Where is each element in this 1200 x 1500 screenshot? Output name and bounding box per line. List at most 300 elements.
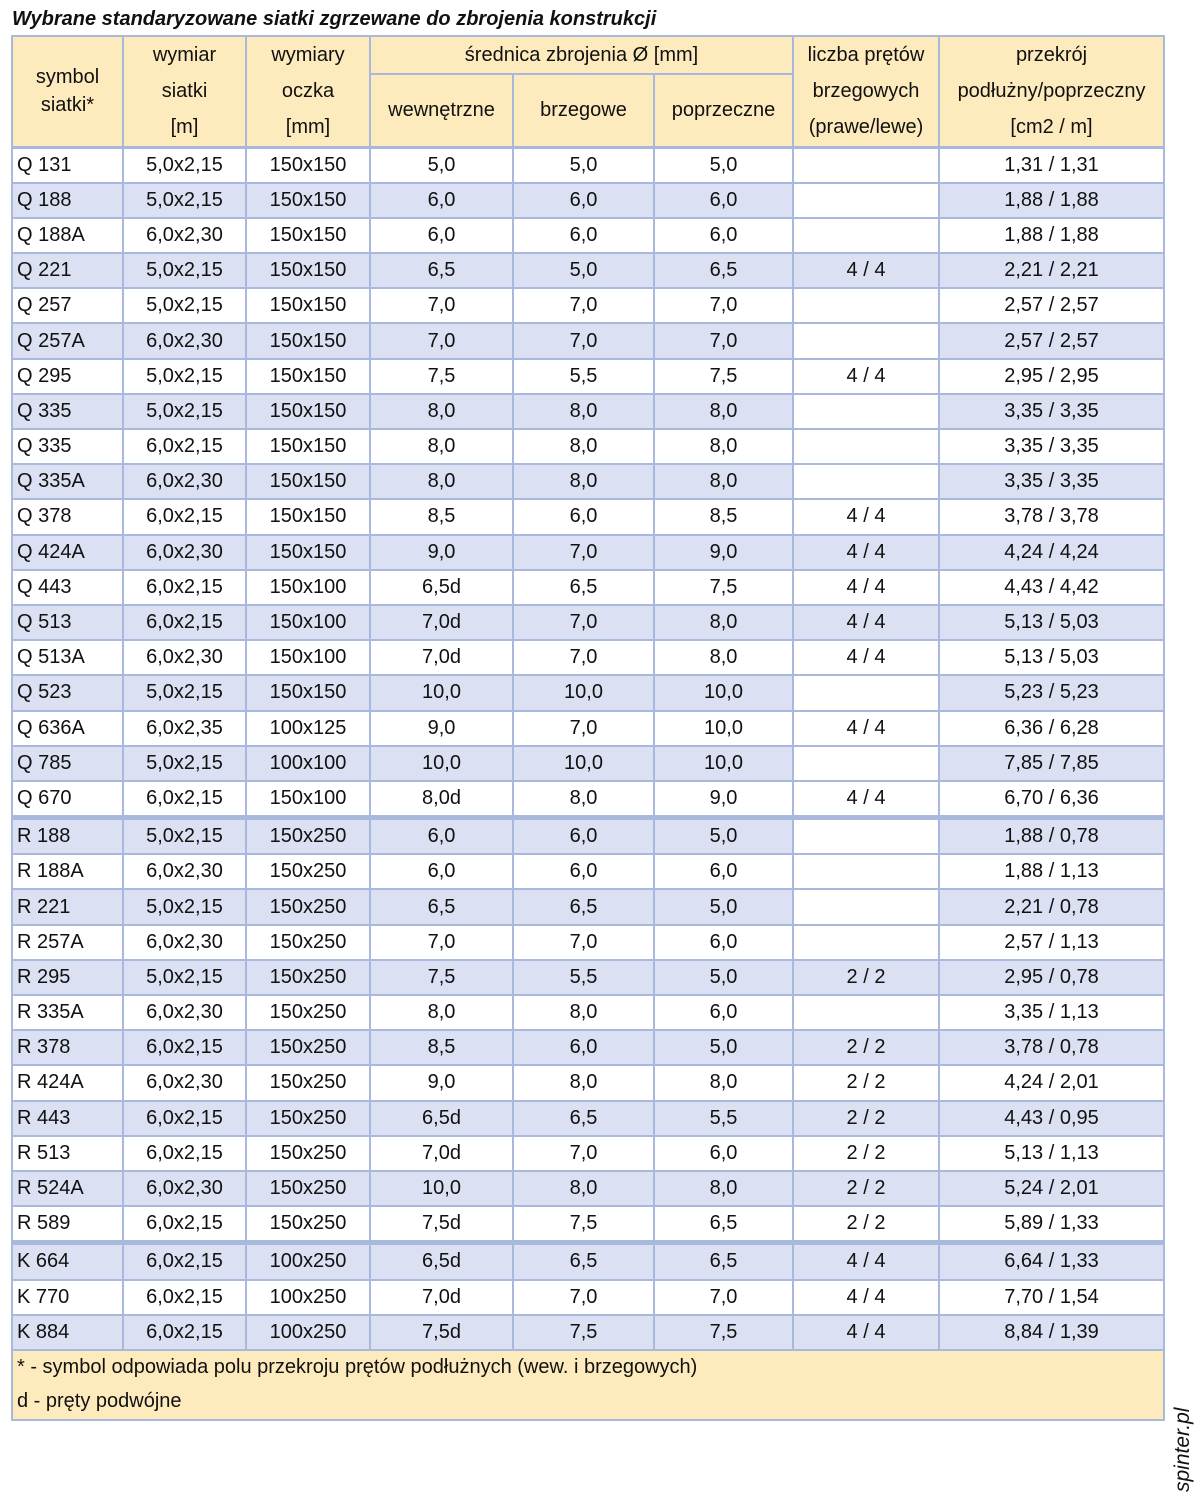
cell-cell: 150x100: [246, 605, 370, 640]
header-diameter-group: średnica zbrojenia Ø [mm]: [370, 36, 793, 74]
cell-cross: 8,5: [654, 499, 793, 534]
cell-symbol: R 524A: [12, 1171, 123, 1206]
cell-section: 6,70 / 6,36: [939, 781, 1164, 818]
cell-cross: 6,0: [654, 995, 793, 1030]
cell-inner: 6,5d: [370, 1101, 513, 1136]
cell-section: 2,95 / 2,95: [939, 359, 1164, 394]
cell-mesh: 6,0x2,15: [123, 570, 246, 605]
cell-mesh: 6,0x2,30: [123, 995, 246, 1030]
cell-mesh: 6,0x2,30: [123, 464, 246, 499]
header-cell-dim-line3: [mm]: [285, 116, 331, 139]
table-row: [12, 147, 1164, 183]
cell-bars: [793, 925, 939, 960]
cell-edge: 6,5: [513, 570, 654, 605]
cell-section: 5,24 / 2,01: [939, 1171, 1164, 1206]
header-mesh-dim-line2: siatki: [161, 80, 208, 103]
header-section-line2: podłużny/poprzeczny: [957, 80, 1146, 103]
table-row: [12, 1171, 1164, 1206]
header-symbol: [12, 36, 123, 147]
cell-section: 1,88 / 1,88: [939, 218, 1164, 253]
cell-symbol: K 770: [12, 1280, 123, 1315]
cell-bars: [793, 818, 939, 855]
cell-mesh: 5,0x2,15: [123, 394, 246, 429]
cell-cell: 150x100: [246, 640, 370, 675]
cell-mesh: 6,0x2,30: [123, 218, 246, 253]
cell-cell: 150x250: [246, 1136, 370, 1171]
cell-mesh: 6,0x2,15: [123, 605, 246, 640]
cell-bars: [793, 995, 939, 1030]
table-row: [12, 499, 1164, 534]
cell-section: 1,88 / 1,13: [939, 854, 1164, 889]
cell-bars: 2 / 2: [793, 1171, 939, 1206]
cell-cell: 150x100: [246, 781, 370, 818]
cell-cross: 7,5: [654, 359, 793, 394]
cell-section: 2,57 / 1,13: [939, 925, 1164, 960]
table-row: [12, 394, 1164, 429]
cell-bars: 2 / 2: [793, 1065, 939, 1100]
cell-mesh: 6,0x2,15: [123, 1206, 246, 1243]
table-row: [12, 1136, 1164, 1171]
table-row: [12, 218, 1164, 253]
table-row: [12, 854, 1164, 889]
cell-inner: 6,0: [370, 818, 513, 855]
page-title: Wybrane standaryzowane siatki zgrzewane do zbrojenia konstrukcji: [12, 8, 657, 30]
cell-cell: 150x250: [246, 1030, 370, 1065]
cell-section: 2,21 / 2,21: [939, 253, 1164, 288]
cell-mesh: 5,0x2,15: [123, 746, 246, 781]
cell-inner: 6,5: [370, 889, 513, 924]
cell-symbol: R 589: [12, 1206, 123, 1243]
cell-mesh: 6,0x2,15: [123, 429, 246, 464]
cell-cross: 6,0: [654, 925, 793, 960]
cell-mesh: 6,0x2,15: [123, 499, 246, 534]
cell-cell: 150x250: [246, 960, 370, 995]
cell-edge: 5,0: [513, 253, 654, 288]
cell-section: 2,57 / 2,57: [939, 288, 1164, 323]
table-row: [12, 711, 1164, 746]
cell-inner: 5,0: [370, 147, 513, 183]
cell-inner: 8,0d: [370, 781, 513, 818]
cell-cross: 8,0: [654, 605, 793, 640]
cell-cell: 150x250: [246, 1065, 370, 1100]
table-row: [12, 1280, 1164, 1315]
cell-edge: 6,5: [513, 1101, 654, 1136]
header-mesh-dim-line3: [m]: [170, 116, 199, 139]
cell-inner: 7,0: [370, 925, 513, 960]
cell-symbol: Q 188: [12, 183, 123, 218]
table-row: [12, 746, 1164, 781]
cell-edge: 6,5: [513, 1243, 654, 1280]
cell-mesh: 6,0x2,15: [123, 1280, 246, 1315]
cell-edge: 6,0: [513, 183, 654, 218]
cell-inner: 6,5: [370, 253, 513, 288]
source-credit: spinter.pl: [1171, 1407, 1194, 1492]
cell-symbol: Q 257A: [12, 323, 123, 358]
cell-section: 8,84 / 1,39: [939, 1315, 1164, 1350]
cell-mesh: 5,0x2,15: [123, 147, 246, 183]
cell-mesh: 6,0x2,15: [123, 1030, 246, 1065]
cell-cross: 8,0: [654, 464, 793, 499]
cell-cross: 7,5: [654, 1315, 793, 1350]
cell-symbol: R 257A: [12, 925, 123, 960]
cell-bars: [793, 147, 939, 183]
table-row: [12, 288, 1164, 323]
cell-inner: 6,0: [370, 218, 513, 253]
cell-inner: 8,0: [370, 394, 513, 429]
cell-cell: 150x150: [246, 394, 370, 429]
cell-symbol: Q 785: [12, 746, 123, 781]
cell-inner: 9,0: [370, 1065, 513, 1100]
cell-edge: 6,0: [513, 854, 654, 889]
cell-symbol: R 335A: [12, 995, 123, 1030]
cell-inner: 10,0: [370, 675, 513, 710]
cell-cell: 150x150: [246, 429, 370, 464]
cell-cell: 100x250: [246, 1243, 370, 1280]
cell-section: 1,88 / 1,88: [939, 183, 1164, 218]
header-edge: brzegowe: [513, 74, 654, 147]
cell-mesh: 6,0x2,30: [123, 323, 246, 358]
cell-cell: 150x250: [246, 818, 370, 855]
cell-inner: 8,0: [370, 995, 513, 1030]
cell-mesh: 6,0x2,30: [123, 1065, 246, 1100]
table-row: [12, 183, 1164, 218]
cell-inner: 6,5d: [370, 1243, 513, 1280]
header-symbol-line2: siatki*: [40, 94, 95, 117]
cell-section: 5,13 / 5,03: [939, 605, 1164, 640]
cell-cell: 150x150: [246, 183, 370, 218]
cell-edge: 8,0: [513, 781, 654, 818]
cell-edge: 7,0: [513, 1136, 654, 1171]
cell-edge: 8,0: [513, 1171, 654, 1206]
cell-inner: 7,5: [370, 359, 513, 394]
table-row: [12, 429, 1164, 464]
cell-edge: 6,5: [513, 889, 654, 924]
cell-bars: [793, 429, 939, 464]
cell-mesh: 5,0x2,15: [123, 675, 246, 710]
cell-edge: 7,0: [513, 711, 654, 746]
cell-inner: 6,0: [370, 183, 513, 218]
table-row: [12, 1030, 1164, 1065]
header-section-line3: [cm2 / m]: [1010, 116, 1093, 139]
cell-section: 2,95 / 0,78: [939, 960, 1164, 995]
cell-cross: 7,0: [654, 1280, 793, 1315]
cell-edge: 6,0: [513, 1030, 654, 1065]
cell-symbol: R 221: [12, 889, 123, 924]
cell-edge: 7,0: [513, 323, 654, 358]
cell-cell: 100x250: [246, 1280, 370, 1315]
header-edge-bars-line3: (prawe/lewe): [808, 116, 924, 139]
cell-section: 3,78 / 0,78: [939, 1030, 1164, 1065]
footnote-symbol: * - symbol odpowiada polu przekroju prętów podłużnych (wew. i brzegowych): [12, 1350, 1164, 1385]
header-symbol-line1: symbol: [35, 66, 100, 89]
cell-symbol: Q 295: [12, 359, 123, 394]
cell-symbol: Q 335A: [12, 464, 123, 499]
cell-symbol: R 513: [12, 1136, 123, 1171]
cell-section: 5,89 / 1,33: [939, 1206, 1164, 1243]
cell-inner: 6,0: [370, 854, 513, 889]
cell-inner: 7,0d: [370, 640, 513, 675]
cell-edge: 8,0: [513, 429, 654, 464]
cell-bars: 2 / 2: [793, 960, 939, 995]
cell-bars: 2 / 2: [793, 1136, 939, 1171]
cell-mesh: 5,0x2,15: [123, 818, 246, 855]
cell-edge: 7,5: [513, 1315, 654, 1350]
cell-bars: [793, 675, 939, 710]
cell-edge: 5,5: [513, 960, 654, 995]
cell-edge: 5,5: [513, 359, 654, 394]
cell-cross: 6,0: [654, 854, 793, 889]
cell-cell: 150x250: [246, 889, 370, 924]
cell-symbol: Q 378: [12, 499, 123, 534]
cell-section: 1,88 / 0,78: [939, 818, 1164, 855]
cell-cell: 150x150: [246, 499, 370, 534]
cell-mesh: 5,0x2,15: [123, 960, 246, 995]
cell-cell: 150x250: [246, 854, 370, 889]
cell-inner: 8,5: [370, 499, 513, 534]
cell-edge: 10,0: [513, 746, 654, 781]
cell-symbol: Q 335: [12, 429, 123, 464]
cell-mesh: 5,0x2,15: [123, 253, 246, 288]
cell-bars: 4 / 4: [793, 781, 939, 818]
cell-edge: 6,0: [513, 818, 654, 855]
cell-cross: 8,0: [654, 394, 793, 429]
cell-inner: 7,0d: [370, 605, 513, 640]
table-row: [12, 464, 1164, 499]
cell-bars: [793, 889, 939, 924]
header-section: [939, 36, 1164, 147]
cell-symbol: Q 257: [12, 288, 123, 323]
cell-edge: 6,0: [513, 499, 654, 534]
cell-section: 6,36 / 6,28: [939, 711, 1164, 746]
cell-inner: 7,0d: [370, 1280, 513, 1315]
table-row: [12, 1243, 1164, 1280]
cell-section: 7,70 / 1,54: [939, 1280, 1164, 1315]
table-body: [12, 147, 1164, 1350]
cell-bars: 2 / 2: [793, 1206, 939, 1243]
cell-cell: 150x150: [246, 218, 370, 253]
cell-cross: 7,5: [654, 570, 793, 605]
cell-cross: 5,0: [654, 889, 793, 924]
cell-section: 3,35 / 3,35: [939, 464, 1164, 499]
cell-inner: 7,0: [370, 288, 513, 323]
cell-symbol: R 188A: [12, 854, 123, 889]
header-cell-dim-line2: oczka: [281, 80, 335, 103]
table-row: [12, 535, 1164, 570]
cell-cross: 7,0: [654, 288, 793, 323]
cell-mesh: 6,0x2,35: [123, 711, 246, 746]
cell-bars: [793, 854, 939, 889]
cell-symbol: Q 670: [12, 781, 123, 818]
header-edge-bars-line1: liczba prętów: [807, 44, 925, 67]
cell-cell: 150x250: [246, 1171, 370, 1206]
table-row: [12, 1315, 1164, 1350]
cell-cell: 150x150: [246, 464, 370, 499]
cell-section: 5,23 / 5,23: [939, 675, 1164, 710]
cell-bars: 4 / 4: [793, 359, 939, 394]
cell-inner: 6,5d: [370, 570, 513, 605]
cell-cell: 150x100: [246, 570, 370, 605]
cell-symbol: R 295: [12, 960, 123, 995]
cell-cross: 6,0: [654, 183, 793, 218]
table-row: [12, 889, 1164, 924]
cell-edge: 5,0: [513, 147, 654, 183]
cell-symbol: R 188: [12, 818, 123, 855]
cell-cross: 8,0: [654, 1171, 793, 1206]
cell-section: 4,43 / 4,42: [939, 570, 1164, 605]
cell-inner: 7,5d: [370, 1206, 513, 1243]
cell-cross: 10,0: [654, 711, 793, 746]
table-row: [12, 925, 1164, 960]
cell-cross: 5,5: [654, 1101, 793, 1136]
cell-inner: 7,0: [370, 323, 513, 358]
cell-cell: 150x150: [246, 253, 370, 288]
cell-cross: 6,5: [654, 1243, 793, 1280]
cell-bars: 2 / 2: [793, 1030, 939, 1065]
table-row: [12, 359, 1164, 394]
cell-section: 7,85 / 7,85: [939, 746, 1164, 781]
cell-inner: 8,0: [370, 429, 513, 464]
cell-bars: 4 / 4: [793, 1243, 939, 1280]
cell-mesh: 5,0x2,15: [123, 183, 246, 218]
cell-cell: 150x250: [246, 1206, 370, 1243]
header-edge-bars-line2: brzegowych: [812, 80, 920, 103]
cell-symbol: K 884: [12, 1315, 123, 1350]
cell-bars: [793, 464, 939, 499]
cell-cross: 9,0: [654, 781, 793, 818]
cell-cell: 150x150: [246, 675, 370, 710]
cell-edge: 7,5: [513, 1206, 654, 1243]
cell-section: 4,43 / 0,95: [939, 1101, 1164, 1136]
cell-cross: 7,0: [654, 323, 793, 358]
cell-edge: 8,0: [513, 394, 654, 429]
header-mesh-dim: [123, 36, 246, 147]
cell-mesh: 6,0x2,30: [123, 1171, 246, 1206]
cell-bars: [793, 288, 939, 323]
cell-inner: 7,5d: [370, 1315, 513, 1350]
cell-cross: 6,5: [654, 1206, 793, 1243]
cell-edge: 7,0: [513, 605, 654, 640]
table-row: [12, 605, 1164, 640]
cell-symbol: Q 335: [12, 394, 123, 429]
cell-cell: 100x125: [246, 711, 370, 746]
cell-cell: 150x150: [246, 359, 370, 394]
cell-bars: [793, 746, 939, 781]
table-row: [12, 1065, 1164, 1100]
cell-section: 5,13 / 5,03: [939, 640, 1164, 675]
cell-bars: [793, 218, 939, 253]
table-row: [12, 323, 1164, 358]
table-row: [12, 640, 1164, 675]
cell-cross: 5,0: [654, 147, 793, 183]
cell-mesh: 6,0x2,15: [123, 1243, 246, 1280]
cell-edge: 8,0: [513, 1065, 654, 1100]
cell-inner: 8,0: [370, 464, 513, 499]
cell-cell: 100x100: [246, 746, 370, 781]
cell-symbol: Q 523: [12, 675, 123, 710]
table-row: [12, 995, 1164, 1030]
cell-section: 6,64 / 1,33: [939, 1243, 1164, 1280]
cell-inner: 10,0: [370, 746, 513, 781]
header-cross: poprzeczne: [654, 74, 793, 147]
cell-cross: 5,0: [654, 818, 793, 855]
header-mesh-dim-line1: wymiar: [152, 44, 217, 67]
footnote-double: d - pręty podwójne: [12, 1385, 1164, 1420]
table-row: [12, 960, 1164, 995]
cell-inner: 7,0d: [370, 1136, 513, 1171]
header-cell-dim: [246, 36, 370, 147]
cell-section: 4,24 / 2,01: [939, 1065, 1164, 1100]
cell-section: 5,13 / 1,13: [939, 1136, 1164, 1171]
table-row: [12, 818, 1164, 855]
table-row: [12, 253, 1164, 288]
cell-cross: 6,5: [654, 253, 793, 288]
cell-section: 3,35 / 1,13: [939, 995, 1164, 1030]
table-row: [12, 1206, 1164, 1243]
cell-cross: 6,0: [654, 1136, 793, 1171]
cell-cross: 5,0: [654, 960, 793, 995]
cell-edge: 7,0: [513, 640, 654, 675]
cell-inner: 7,5: [370, 960, 513, 995]
mesh-table: [11, 35, 1165, 1421]
cell-section: 3,35 / 3,35: [939, 429, 1164, 464]
cell-cell: 150x150: [246, 535, 370, 570]
cell-cross: 10,0: [654, 675, 793, 710]
cell-bars: [793, 183, 939, 218]
cell-cross: 5,0: [654, 1030, 793, 1065]
cell-mesh: 6,0x2,30: [123, 535, 246, 570]
cell-symbol: R 443: [12, 1101, 123, 1136]
cell-mesh: 6,0x2,15: [123, 1101, 246, 1136]
cell-bars: 4 / 4: [793, 605, 939, 640]
cell-symbol: Q 131: [12, 147, 123, 183]
cell-edge: 10,0: [513, 675, 654, 710]
cell-mesh: 5,0x2,15: [123, 889, 246, 924]
cell-symbol: Q 443: [12, 570, 123, 605]
cell-mesh: 6,0x2,30: [123, 854, 246, 889]
cell-inner: 9,0: [370, 535, 513, 570]
cell-inner: 9,0: [370, 711, 513, 746]
cell-cell: 150x250: [246, 1101, 370, 1136]
cell-mesh: 6,0x2,15: [123, 781, 246, 818]
cell-edge: 6,0: [513, 218, 654, 253]
cell-mesh: 5,0x2,15: [123, 288, 246, 323]
cell-section: 4,24 / 4,24: [939, 535, 1164, 570]
header-section-line1: przekrój: [1015, 44, 1088, 67]
cell-section: 3,78 / 3,78: [939, 499, 1164, 534]
cell-mesh: 6,0x2,30: [123, 925, 246, 960]
cell-inner: 10,0: [370, 1171, 513, 1206]
cell-mesh: 6,0x2,15: [123, 1136, 246, 1171]
cell-bars: 4 / 4: [793, 253, 939, 288]
cell-bars: 4 / 4: [793, 1280, 939, 1315]
cell-section: 2,21 / 0,78: [939, 889, 1164, 924]
cell-cell: 150x250: [246, 995, 370, 1030]
cell-bars: 4 / 4: [793, 1315, 939, 1350]
cell-cell: 100x250: [246, 1315, 370, 1350]
cell-mesh: 5,0x2,15: [123, 359, 246, 394]
cell-edge: 7,0: [513, 288, 654, 323]
cell-section: 2,57 / 2,57: [939, 323, 1164, 358]
cell-cell: 150x250: [246, 925, 370, 960]
table-row: [12, 1101, 1164, 1136]
cell-bars: [793, 394, 939, 429]
cell-cell: 150x150: [246, 323, 370, 358]
cell-bars: 4 / 4: [793, 640, 939, 675]
cell-cross: 8,0: [654, 640, 793, 675]
cell-symbol: Q 513A: [12, 640, 123, 675]
cell-symbol: R 378: [12, 1030, 123, 1065]
cell-symbol: R 424A: [12, 1065, 123, 1100]
